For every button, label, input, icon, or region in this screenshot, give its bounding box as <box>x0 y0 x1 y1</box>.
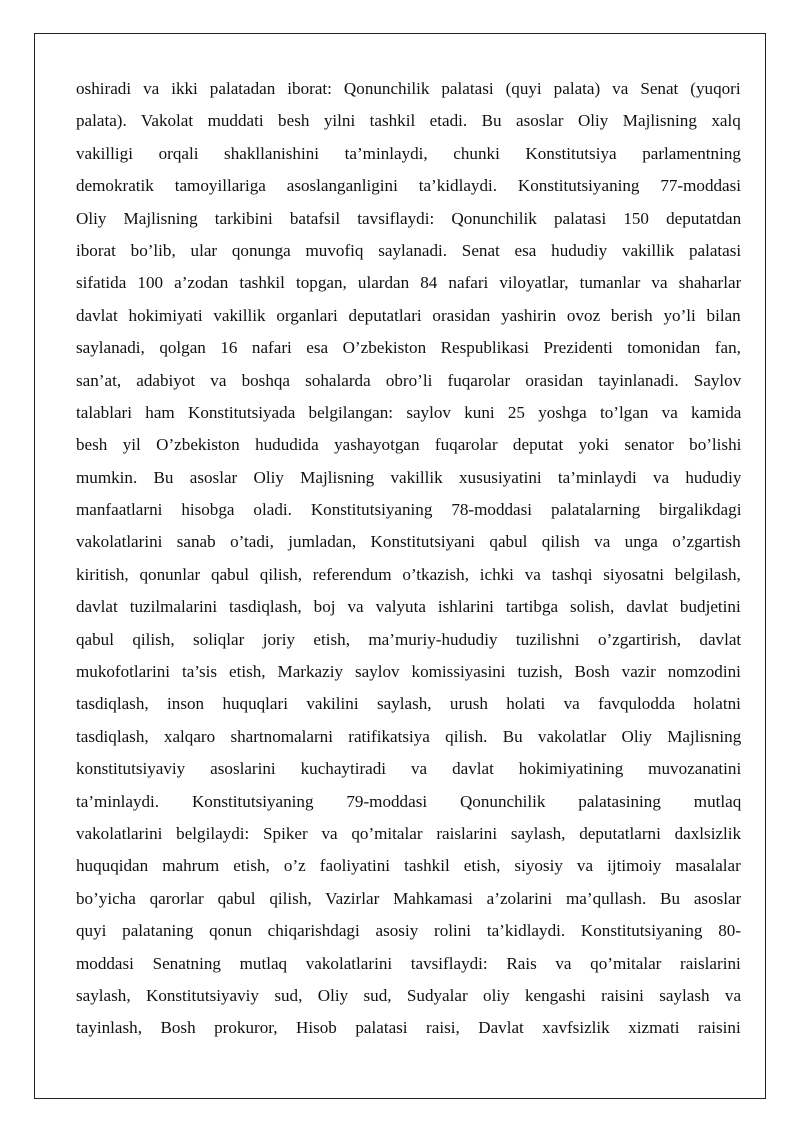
text-line: vakolatlarini sanab o’tadi, jumladan, Konstitutsiyani qabul qilish va unga o’zgartish <box>76 532 741 552</box>
text-line: huquqidan mahrum etish, o’z faoliyatini tashkil etish, siyosiy va ijtimoiy masalalar <box>76 856 741 876</box>
text-line: ta’minlaydi. Konstitutsiyaning 79-moddasi Qonunchilik palatasining mutlaq <box>76 791 741 811</box>
text-line: demokratik tamoyillariga asoslanganligini ta’kidlaydi. Konstitutsiyaning 77-moddasi <box>76 176 741 196</box>
text-line: saylanadi, qolgan 16 nafari esa O’zbekiston Respublikasi Prezidenti tomonidan fan, <box>76 338 741 358</box>
text-line: vakolatlarini belgilaydi: Spiker va qo’mitalar raislarini saylash, deputatlarni daxlsizlik <box>76 823 741 843</box>
document-body <box>76 73 741 1045</box>
text-line: besh yil O’zbekiston hududida yashayotgan fuqarolar deputat yoki senator bo’lishi <box>76 435 741 455</box>
text-line: tayinlash, Bosh prokuror, Hisob palatasi raisi, Davlat xavfsizlik xizmati raisini <box>76 1018 741 1038</box>
text-line: kiritish, qonunlar qabul qilish, referendum o’tkazish, ichki va tashqi siyosatni belgilash, <box>76 564 741 584</box>
text-line: mukofotlarini ta’sis etish, Markaziy saylov komissiyasini tuzish, Bosh vazir nomzodini <box>76 662 741 682</box>
text-line: tasdiqlash, inson huquqlari vakilini saylash, urush holati va favqulodda holatni <box>76 694 741 714</box>
text-line: saylash, Konstitutsiyaviy sud, Oliy sud, Sudyalar oliy kengashi raisini saylash va <box>76 985 741 1005</box>
text-line: mumkin. Bu asoslar Oliy Majlisning vakillik xususiyatini ta’minlaydi va hududiy <box>76 467 741 487</box>
text-line: Oliy Majlisning tarkibini batafsil tavsiflaydi: Qonunchilik palatasi 150 deputatdan <box>76 208 741 228</box>
text-line: iborat bo’lib, ular qonunga muvofiq saylanadi. Senat esa hududiy vakillik palatasi <box>76 240 741 260</box>
text-line: tasdiqlash, xalqaro shartnomalarni ratifikatsiya qilish. Bu vakolatlar Oliy Majlisning <box>76 726 741 746</box>
text-line: palata). Vakolat muddati besh yilni tashkil etadi. Bu asoslar Oliy Majlisning xalq <box>76 111 741 131</box>
text-line: konstitutsiyaviy asoslarini kuchaytiradi va davlat hokimiyatining muvozanatini <box>76 759 741 779</box>
text-line: talablari ham Konstitutsiyada belgilangan: saylov kuni 25 yoshga to’lgan va kamida <box>76 402 741 422</box>
text-line: moddasi Senatning mutlaq vakolatlarini tavsiflaydi: Rais va qo’mitalar raislarini <box>76 953 741 973</box>
text-line: davlat hokimiyati vakillik organlari deputatlari orasidan yashirin ovoz berish yo’li bilan <box>76 305 741 325</box>
text-line: oshiradi va ikki palatadan iborat: Qonunchilik palatasi (quyi palata) va Senat (yuqori <box>76 79 741 98</box>
text-line: san’at, adabiyot va boshqa sohalarda obro’li fuqarolar orasidan tayinlanadi. Saylov <box>76 370 741 390</box>
text-line: qabul qilish, soliqlar joriy etish, ma’muriy-hududiy tuzilishni o’zgartirish, davlat <box>76 629 741 649</box>
text-line: manfaatlarni hisobga oladi. Konstitutsiyaning 78-moddasi palatalarning birgalikdagi <box>76 500 741 520</box>
text-line: bo’yicha qarorlar qabul qilish, Vazirlar Mahkamasi a’zolarini ma’qullash. Bu asoslar <box>76 888 741 908</box>
text-line: vakilligi orqali shakllanishini ta’minlaydi, chunki Konstitutsiya parlamentning <box>76 143 741 163</box>
text-line: sifatida 100 a’zodan tashkil topgan, ulardan 84 nafari viloyatlar, tumanlar va shaharlar <box>76 273 741 293</box>
text-line: quyi palataning qonun chiqarishdagi asosiy rolini ta’kidlaydi. Konstitutsiyaning 80- <box>76 921 741 941</box>
text-line: davlat tuzilmalarini tasdiqlash, boj va valyuta ishlarini tartibga solish, davlat budjetini <box>76 597 741 617</box>
